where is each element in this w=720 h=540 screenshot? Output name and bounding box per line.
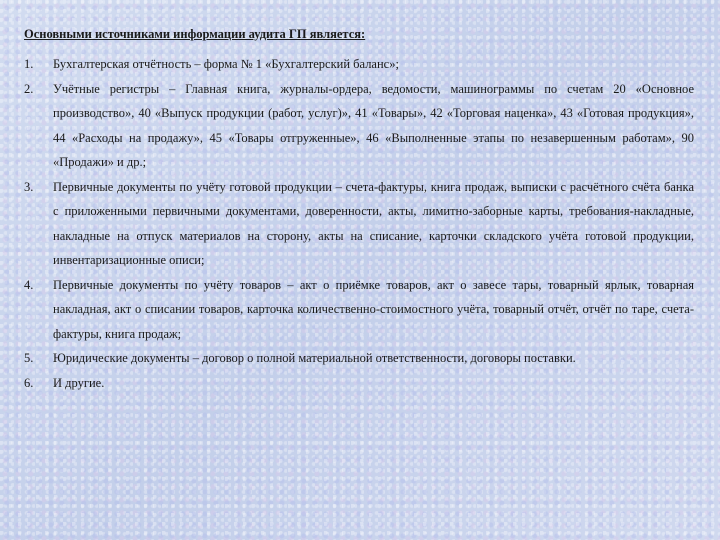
list-item-text: И другие. — [53, 375, 105, 390]
list-item — [24, 273, 694, 347]
list-item-number: 1. — [24, 57, 34, 71]
list-item — [24, 371, 694, 396]
list-item-text: Учётные регистры – Главная книга, журналы-ордера, ведомости, машинограммы по счетам 20 «Основное производство», 40 «Выпуск продукции (работ, услуг)», 41 «Товары», 42 «Торговая наценка», 43 «Готовая продукция», 44 «Расходы на продажу», 45 «Товары отгруженные», 46 «Выполненные этапы по незавершенным работам», 90 «Продажи» и др.; — [53, 81, 694, 169]
list-item — [24, 346, 694, 371]
list-item — [24, 175, 694, 273]
list-item — [24, 77, 694, 175]
document-body — [24, 26, 694, 395]
list-item-text: Первичные документы по учёту товаров – акт о приёмке товаров, акт о завесе тары, товарный ярлык, товарная накладная, акт о списании товаров, карточка количественно-стоимостного учёта, товарный отчёт, отчёт по таре, счета-фактуры, книга продаж; — [53, 277, 694, 341]
list-item-number: 5. — [24, 351, 34, 365]
list-item-text: Первичные документы по учёту готовой продукции – счета-фактуры, книга продаж, выписки с расчётного счёта банка с приложенными первичными документами, доверенности, акты, лимитно-заборные карты, требования-накладные, накладные на отпуск материалов на сторону, акты на списание, карточки складского учёта готовой продукции, инвентаризационные описи; — [53, 179, 694, 267]
list-item-number: 4. — [24, 277, 34, 292]
list-item-number: 2. — [24, 81, 34, 96]
list-item-number: 3. — [24, 179, 34, 194]
list-item-number: 6. — [24, 375, 34, 390]
list-item-text: Бухгалтерская отчётность – форма № 1 «Бухгалтерский баланс»; — [53, 57, 399, 71]
list-item-text: Юридические документы – договор о полной материальной ответственности, договоры поставки. — [53, 351, 576, 365]
list-item — [24, 52, 694, 77]
document-title: Основными источниками информации аудита ГП является: — [24, 27, 366, 41]
